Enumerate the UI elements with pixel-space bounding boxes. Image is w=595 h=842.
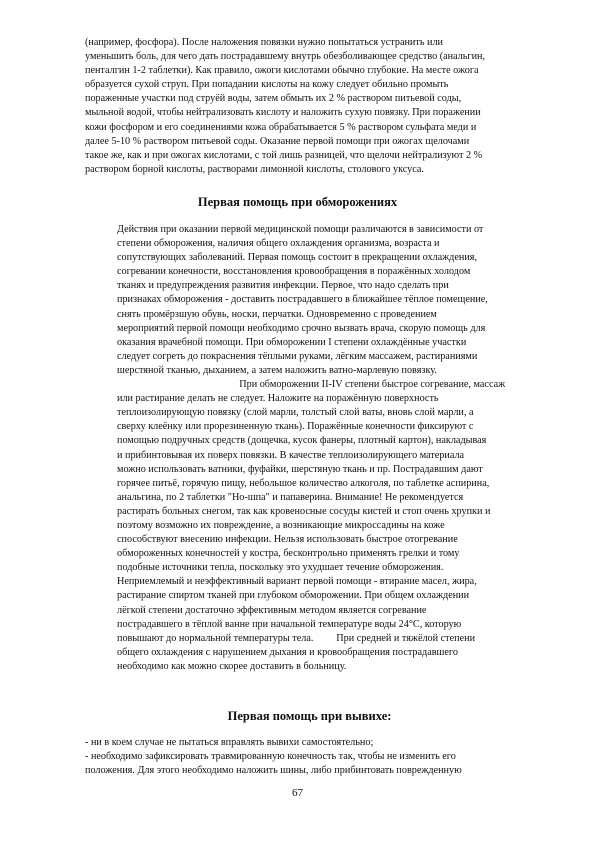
text-line: далее 5-10 % раствором питьевой соды. Оказание первой помощи при ожогах щелочами (85, 135, 470, 147)
text-line: тканях и предупреждения развития инфекции. Первое, что надо сделать при (117, 280, 449, 292)
text-line: лёгкой степени достаточно эффективным методом является согревание (117, 604, 427, 616)
text-line: При обморожении II-IV степени быстрое согревание, массаж (117, 379, 506, 391)
text-line: необходимо как можно скорее доставить в больницу. (117, 660, 347, 672)
text-line: сопутствующих заболеваний. Первая помощь состоит в прекращении охлаждения, (117, 252, 478, 264)
text-line: подобные источники тепла, поскольку это ухудшает течение обморожения. (117, 562, 444, 574)
text-line: шерстяной тканью, дыханием, а затем наложить ватно-марлевую повязку. (117, 364, 437, 376)
text-line: уменьшить боль, для чего дать пострадавшему внутрь обезболивающее средство (анальгин, (85, 51, 486, 63)
text-line: оказания врачебной помощи. При обморожении I степени охлаждённые участки (117, 336, 467, 348)
text-line: согревании конечности, восстановления кровообращения в поражённых холодом (117, 266, 471, 278)
text-line: сверху клеёнку или прорезиненную ткань). Поражённые конечности фиксируют с (117, 421, 474, 433)
paragraph-dislocation (85, 736, 533, 778)
heading-dislocation: Первая помощь при вывихе: (227, 709, 392, 723)
text-line: обмороженных конечностей у костра, бесконтрольно применять грелки и тому (117, 548, 460, 560)
text-line: (например, фосфора). После наложения повязки нужно попытаться устранить или (85, 37, 443, 48)
text-line: растирать больных снегом, так как кровеносные сосуды кистей и стоп очень хрупки и (117, 505, 491, 517)
text-line: степени обморожения, наличия общего охлаждения организма, возраста и (117, 238, 440, 250)
text-line: способствуют внесению инфекции. Нельзя использовать быстрое отогревание (117, 534, 458, 546)
text-line: повышают до нормальной температуры тела. При средней и тяжёлой степени (117, 632, 476, 644)
text-line: Действия при оказании первой медицинской помощи различаются в зависимости от (117, 224, 484, 235)
text-line: следует согреть до покраснения тёплыми руками, лёгким массажем, растираниями (117, 350, 478, 362)
text-line: пострадавшего в тёплой ванне при начальной температуре воды 24°С, которую (117, 618, 462, 630)
text-line: кожи фосфором и его соединениями кожа обрабатывается 5 % раствором сульфата меди и (85, 121, 477, 133)
paragraph-acid-burns (85, 36, 533, 177)
text-line: такое же, как и при ожогах кислотами, с той лишь разницей, что щелочи нейтрализуют 2 % (85, 149, 483, 161)
text-line: помощью подручных средств (дощечка, кусок фанеры, плотный картон), накладывая (117, 435, 487, 447)
text-line: снять промёрзшую обувь, носки, перчатки. Одновременно с проведением (117, 308, 437, 320)
heading-frostbite: Первая помощь при обморожениях (197, 195, 398, 209)
text-line: образуется сухой струп. При попадании кислоты на кожу следует обильно промыть (85, 79, 449, 91)
text-line: поэтому возможно их повреждение, а возникающие микроссадины на коже (117, 519, 445, 531)
text-line: пораженные участки под струёй воды, затем обмыть их 2 % раствором питьевой соды, (85, 93, 462, 105)
text-line: положения. Для этого необходимо наложить шины, либо прибинтовать поврежденную (85, 765, 462, 777)
page-number: 67 (292, 787, 303, 799)
text-line: - ни в коем случае не пытаться вправлять вывихи самостоятельно; (85, 737, 374, 748)
text-line: общего охлаждения с нарушением дыхания и кровообращения пострадавшего (117, 646, 458, 658)
text-line: мыльной водой, чтобы нейтрализовать кислоту и наложить сухую повязку. При поражении (85, 107, 481, 119)
paragraph-frostbite (117, 223, 543, 674)
text-line: анальгина, по 2 таблетки "Но-шпа" и папаверина. Внимание! Не рекомендуется (117, 491, 464, 503)
text-line: теплоизолирующую повязку (слой марли, толстый слой ваты, вновь слой марли, а (117, 407, 474, 419)
text-line: можно использовать ватники, фуфайки, шерстяную ткань и пр. Пострадавшим дают (117, 463, 483, 475)
text-line: мероприятий первой помощи необходимо срочно вызвать врача, скорую помощь для (117, 322, 486, 334)
text-line: признаках обморожения - доставить пострадавшего в ближайшее тёплое помещение, (117, 294, 488, 306)
text-line: - необходимо зафиксировать травмированную конечность так, чтобы не изменить его (85, 751, 456, 763)
text-line: растирание спиртом тканей при глубоком обморожении. При общем охлаждении (117, 590, 470, 602)
text-line: Неприемлемый и неэффективный вариант первой помощи - втирание масел, жира, (117, 576, 477, 588)
text-line: горячее питьё, горячую пищу, небольшое количество алкоголя, по таблетке аспирина, (117, 477, 490, 489)
text-line: раствором борной кислоты, растворами лимонной кислоты, столового уксуса. (85, 163, 424, 175)
text-line: пенталгин 1-2 таблетки). Как правило, ожоги кислотами обычно глубокие. На месте ожога (85, 65, 479, 77)
text-line: и прибинтовывая их поверх повязки. В качестве теплоизолирующего материала (117, 449, 465, 461)
text-line: или растирание делать не следует. Наложите на поражённую поверхность (117, 393, 439, 405)
